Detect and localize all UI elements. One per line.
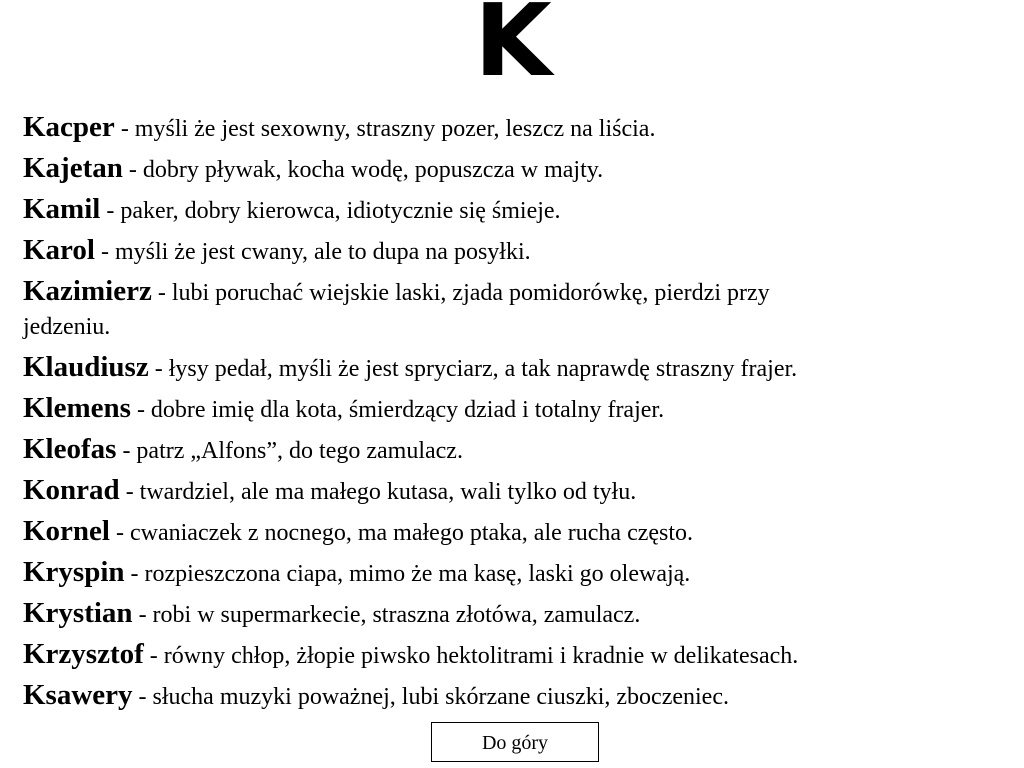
list-item: [23, 432, 998, 473]
page-heading-letter: K: [474, 0, 550, 99]
entry-name: Kryspin: [23, 556, 125, 588]
list-item: [23, 274, 998, 350]
entry-name: Ksawery: [23, 679, 133, 711]
list-item: [23, 233, 998, 274]
list-item: [23, 555, 998, 596]
entry-description-continued: jedzeniu.: [23, 314, 111, 340]
entry-description: - łysy pedał, myśli że jest spryciarz, a tak naprawdę straszny frajer.: [148, 356, 798, 382]
entry-description: - patrz „Alfons”, do tego zamulacz.: [116, 438, 463, 464]
entry-description: - cwaniaczek z nocnego, ma małego ptaka, ale rucha często.: [110, 520, 694, 546]
list-item: [23, 637, 998, 678]
entry-description: - robi w supermarkecie, straszna złotówa, zamulacz.: [132, 602, 641, 628]
entry-name: Krzysztof: [23, 638, 144, 670]
entry-description: - paker, dobry kierowca, idiotycznie się śmieje.: [100, 198, 561, 224]
list-item: [23, 596, 998, 637]
list-item: [23, 110, 998, 151]
entry-name: Kazimierz: [23, 275, 152, 307]
name-list: [23, 110, 998, 719]
entry-name: Klemens: [23, 392, 131, 424]
entry-name: Kamil: [23, 193, 101, 225]
back-to-top-button[interactable]: Do góry: [431, 722, 599, 762]
entry-description: - twardziel, ale ma małego kutasa, wali tylko od tyłu.: [119, 479, 637, 505]
entry-name: Konrad: [23, 474, 120, 506]
entry-description: - równy chłop, żłopie piwsko hektolitrami i kradnie w delikatesach.: [143, 643, 799, 669]
list-item: [23, 473, 998, 514]
entry-name: Karol: [23, 234, 95, 266]
entry-name: Krystian: [23, 597, 133, 629]
entry-description: - lubi poruchać wiejskie laski, zjada pomidorówkę, pierdzi przy: [151, 280, 770, 306]
list-item: [23, 514, 998, 555]
list-item: [23, 391, 998, 432]
entry-name: Kacper: [23, 111, 115, 143]
list-item: [23, 678, 998, 719]
list-item: [23, 192, 998, 233]
entry-description: - dobry pływak, kocha wodę, popuszcza w majty.: [122, 157, 604, 183]
entry-name: Kleofas: [23, 433, 117, 465]
entry-description: - myśli że jest sexowny, straszny pozer, leszcz na liścia.: [114, 116, 656, 142]
entry-description: - dobre imię dla kota, śmierdzący dziad i totalny frajer.: [130, 397, 665, 423]
entry-name: Klaudiusz: [23, 351, 149, 383]
list-item: [23, 151, 998, 192]
entry-description: - rozpieszczona ciapa, mimo że ma kasę, laski go olewają.: [124, 561, 691, 587]
list-item: [23, 350, 998, 391]
entry-description: - myśli że jest cwany, ale to dupa na posyłki.: [94, 239, 531, 265]
entry-name: Kornel: [23, 515, 110, 547]
entry-name: Kajetan: [23, 152, 123, 184]
entry-description: - słucha muzyki poważnej, lubi skórzane ciuszki, zboczeniec.: [132, 684, 729, 710]
